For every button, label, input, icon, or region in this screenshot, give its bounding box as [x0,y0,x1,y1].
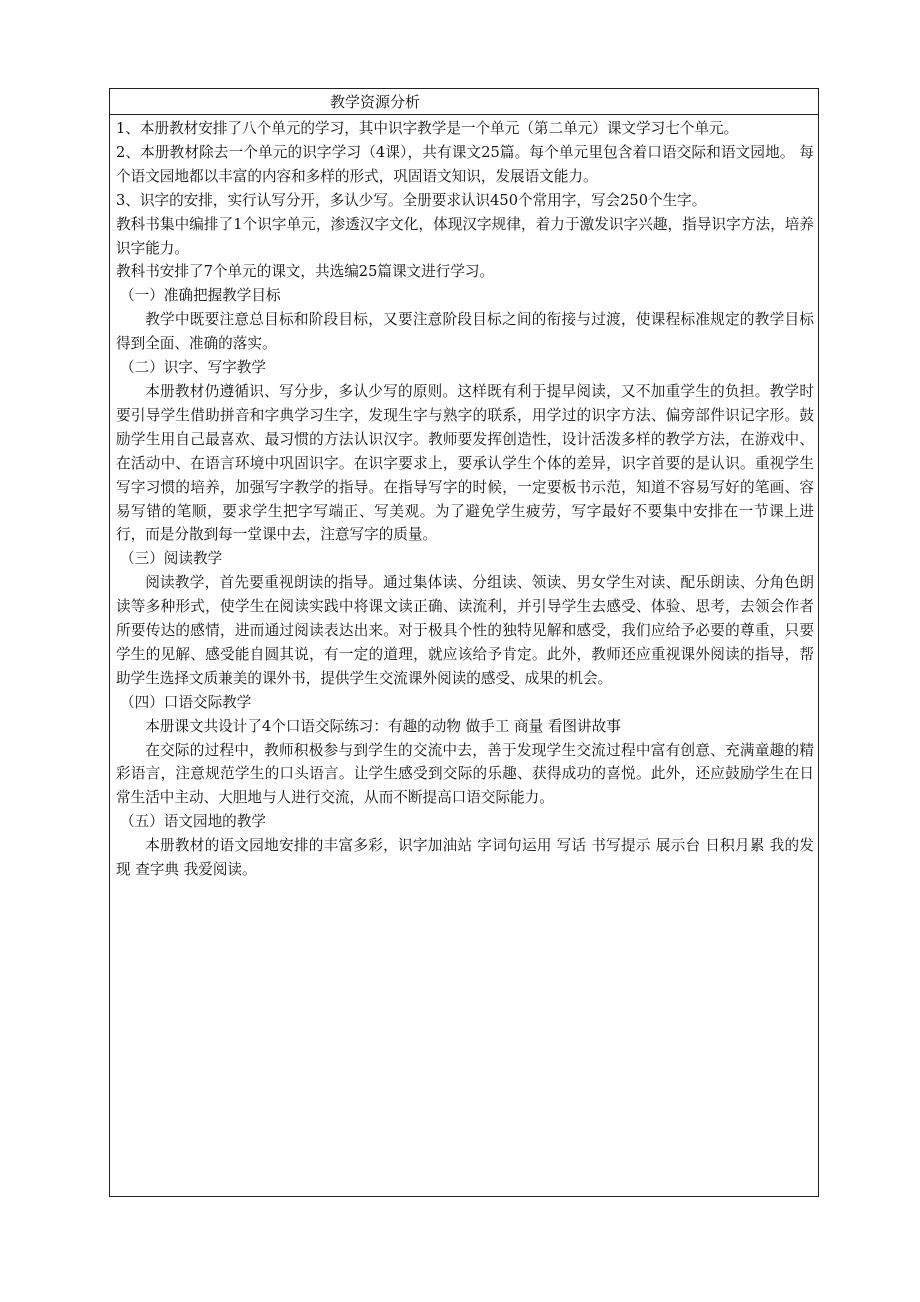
section-text-reading: 阅读教学，首先要重视朗读的指导。通过集体读、分组读、领读、男女学生对读、配乐朗读、分角色朗读等多种形式，使学生在阅读实践中将课文读正确、读流利，并引导学生去感受、体验、思考，去领会作者所要传达的感情，进而通过阅读表达出来。对于极具个性的独特见解和感受，我们应给予必要的尊重，只要学生的见解、感受能自圆其说，有一定的道理，就应该给予肯定。此外，教师还应重视课外阅读的指导，帮助学生选择文质兼美的课外书，提供学生交流课外阅读的感受、成果的机会。 [116,574,814,687]
table-body-cell [110,115,818,882]
section-heading-reading: （三）阅读教学 [120,550,223,568]
paragraph-lesson-count: 2、本册教材除去一个单元的识字学习（4课），共有课文25篇。每个单元里包含着口语交际和语文园地。 每个语文园地都以丰富的内容和多样的形式，巩固语文知识，发展语文能力。 [116,143,814,185]
section-heading-writing: （二）识字、写字教学 [120,359,266,377]
section-text-oral-2: 在交际的过程中，教师积极参与到学生的交流中去，善于发现学生交流过程中富有创意、充满童趣的精彩语言，注意规范学生的口头语言。让学生感受到交际的乐趣、获得成功的喜悦。此外，还应鼓励学生在日常生活中主动、大胆地与人进行交流，从而不断提高口语交际能力。 [116,741,814,807]
resource-analysis-table [109,88,819,1197]
paragraph-literacy-unit: 教科书集中编排了1个识字单元，渗透汉字文化，体现汉字规律，着力于激发识字兴趣，指导识字方法，培养识字能力。 [116,215,814,257]
section-text-oral-1: 本册课文共设计了4个口语交际练习：有趣的动物 做手工 商量 看图讲故事 [145,717,621,735]
table-header-cell [110,89,818,115]
section-text-goals: 教学中既要注意总目标和阶段目标，又要注意阶段目标之间的衔接与过渡，使课程标准规定的教学目标得到全面、准确的落实。 [116,311,814,353]
section-text-garden: 本册教材的语文园地安排的丰富多彩，识字加油站 字词句运用 写话 书写提示 展示台 日积月累 我的发现 查字典 我爱阅读。 [116,837,814,879]
paragraph-units-overview: 1、本册教材安排了八个单元的学习，其中识字教学是一个单元（第二单元）课文学习七个单元。 [116,120,739,137]
section-heading-goals: （一）准确把握教学目标 [120,287,281,305]
section-heading-oral: （四）口语交际教学 [120,693,252,711]
section-heading-garden: （五）语文园地的教学 [120,813,266,831]
section-text-writing: 本册教材仍遵循识、写分步，多认少写的原则。这样既有利于提早阅读，又不加重学生的负担。教学时要引导学生借助拼音和字典学习生字，发现生字与熟字的联系，用学过的识字方法、偏旁部件识记字形。鼓励学生用自己最喜欢、最习惯的方法认识汉字。教师要发挥创造性，设计活泼多样的教学方法，在游戏中、在活动中、在语言环境中巩固识字。在识字要求上，要承认学生个体的差异，识字首要的是认识。重视学生写字习惯的培养，加强写字教学的指导。在指导写字的时候，一定要板书示范，知道不容易写好的笔画、容易写错的笔顺，要求学生把字写端正、写美观。为了避免学生疲劳，写字最好不要集中安排在一节课上进行，而是分散到每一堂课中去，注意写字的质量。 [116,382,814,544]
paragraph-literacy-arrangement: 3、识字的安排，实行认写分开，多认少写。全册要求认识450个常用字，写会250个生字。 [116,191,707,209]
paragraph-text-units: 教科书安排了7个单元的课文，共选编25篇课文进行学习。 [116,263,495,281]
table-title: 教学资源分析 [330,93,421,111]
